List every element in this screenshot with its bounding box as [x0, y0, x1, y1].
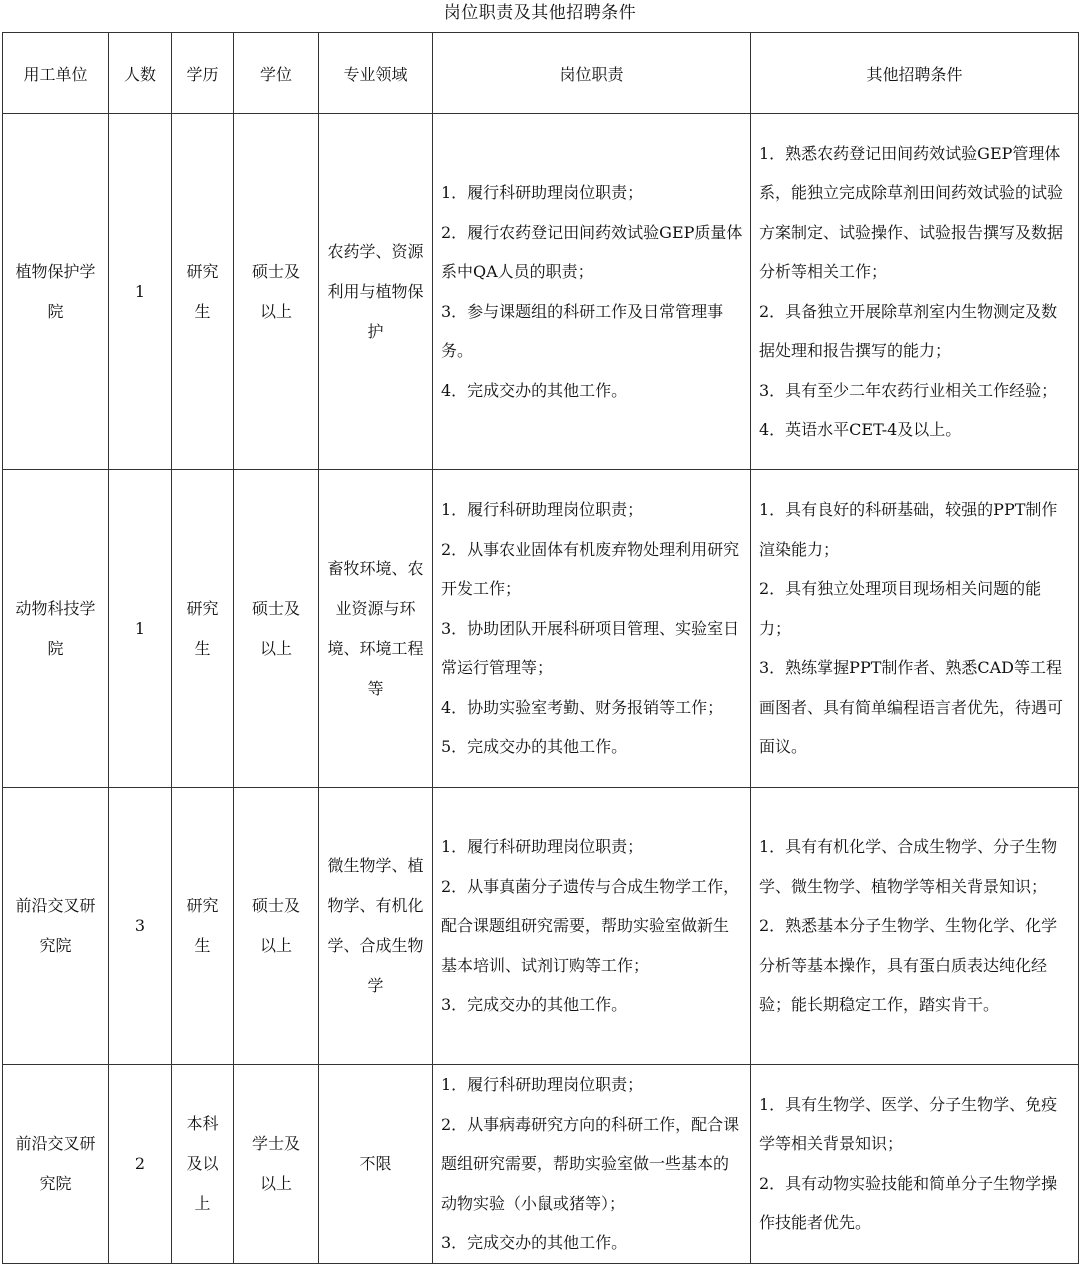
requirement-item: 2．具有动物实验技能和简单分子生物学操作技能者优先。 — [759, 1173, 1058, 1233]
duty-item: 1．履行科研助理岗位职责； — [441, 837, 644, 857]
requirements-cell — [751, 788, 1079, 1065]
education-cell: 研究生 — [172, 470, 234, 788]
count-cell: 1 — [109, 470, 172, 788]
duty-item: 1．履行科研助理岗位职责； — [441, 183, 644, 202]
count-cell: 1 — [109, 114, 172, 470]
requirement-item: 2．熟悉基本分子生物学、生物化学、化学分析等基本操作，具有蛋白质表达纯化经验；能长期稳定工作，踏实肯干。 — [759, 916, 1058, 1015]
degree-cell: 学士及以上 — [234, 1065, 319, 1264]
major-cell: 微生物学、植物学、有机化学、合成生物学 — [319, 788, 433, 1065]
education-cell: 研究生 — [172, 114, 234, 470]
degree-cell: 硕士及以上 — [234, 788, 319, 1065]
requirements-cell — [751, 1065, 1079, 1264]
table-row — [3, 1065, 1079, 1264]
requirement-item: 1．具有良好的科研基础，较强的PPT制作渲染能力； — [759, 500, 1058, 559]
education-cell: 本科及以上 — [172, 1065, 234, 1264]
requirement-item: 2．具备独立开展除草剂室内生物测定及数据处理和报告撰写的能力； — [759, 301, 1058, 360]
header-major: 专业领域 — [319, 33, 433, 114]
duty-item: 3．协助团队开展科研项目管理、实验室日常运行管理等； — [441, 618, 740, 678]
header-education: 学历 — [172, 33, 234, 114]
requirement-item: 3．熟练掌握PPT制作者、熟悉CAD等工程画图者、具有简单编程语言者优先，待遇可面议。 — [759, 658, 1064, 757]
duty-item: 5．完成交办的其他工作。 — [441, 737, 628, 757]
duty-item: 3．完成交办的其他工作。 — [441, 995, 628, 1015]
duties-cell — [433, 788, 751, 1065]
page-title: 岗位职责及其他招聘条件 — [443, 3, 637, 23]
header-count: 人数 — [109, 33, 172, 114]
major-cell: 不限 — [319, 1065, 433, 1264]
duty-item: 2．从事病毒研究方向的科研工作，配合课题组研究需要，帮助实验室做一些基本的动物实验（小鼠或猪等）； — [441, 1114, 740, 1213]
major-cell: 畜牧环境、农业资源与环境、环境工程等 — [319, 470, 433, 788]
requirement-item: 2．具有独立处理项目现场相关问题的能力； — [759, 579, 1042, 638]
requirement-item: 1．熟悉农药登记田间药效试验GEP管理体系，能独立完成除草剂田间药效试验的试验方案制定、试验操作、试验报告撰写及数据分析等相关工作； — [759, 143, 1064, 281]
requirements-cell — [751, 470, 1079, 788]
table-row — [3, 114, 1079, 470]
header-unit: 用工单位 — [3, 33, 109, 114]
table-row — [3, 470, 1079, 788]
degree-cell: 硕士及以上 — [234, 470, 319, 788]
unit-cell: 植物保护学院 — [3, 114, 109, 470]
education-cell: 研究生 — [172, 788, 234, 1065]
duties-cell — [433, 114, 751, 470]
header-requirements: 其他招聘条件 — [751, 33, 1079, 114]
recruitment-table — [2, 32, 1079, 1264]
duty-item: 1．履行科研助理岗位职责； — [441, 500, 644, 520]
unit-cell: 前沿交叉研究院 — [3, 788, 109, 1065]
duties-cell — [433, 470, 751, 788]
requirement-item: 1．具有有机化学、合成生物学、分子生物学、微生物学、植物学等相关背景知识； — [759, 837, 1058, 896]
duty-item: 2．履行农药登记田间药效试验GEP质量体系中QA人员的职责； — [441, 222, 743, 281]
duty-item: 3．完成交办的其他工作。 — [441, 1233, 628, 1252]
count-cell: 3 — [109, 788, 172, 1065]
unit-cell: 动物科技学院 — [3, 470, 109, 788]
duty-item: 2．从事农业固体有机废弃物处理利用研究开发工作； — [441, 539, 740, 599]
duty-item: 4．协助实验室考勤、财务报销等工作； — [441, 697, 724, 717]
header-row — [3, 33, 1079, 114]
header-degree: 学位 — [234, 33, 319, 114]
requirement-item: 1．具有生物学、医学、分子生物学、免疫学等相关背景知识； — [759, 1094, 1058, 1154]
major-cell: 农药学、资源利用与植物保护 — [319, 114, 433, 470]
requirements-cell — [751, 114, 1079, 470]
header-duties: 岗位职责 — [433, 33, 751, 114]
duty-item: 2．从事真菌分子遗传与合成生物学工作，配合课题组研究需要，帮助实验室做新生基本培训、试剂订购等工作； — [441, 876, 740, 975]
duty-item: 1．履行科研助理岗位职责； — [441, 1075, 644, 1094]
degree-cell: 硕士及以上 — [234, 114, 319, 470]
requirement-item: 4．英语水平CET-4及以上。 — [759, 420, 962, 439]
duty-item: 3．参与课题组的科研工作及日常管理事务。 — [441, 301, 724, 360]
duty-item: 4．完成交办的其他工作。 — [441, 380, 628, 400]
count-cell: 2 — [109, 1065, 172, 1264]
requirement-item: 3．具有至少二年农药行业相关工作经验； — [759, 380, 1058, 400]
table-row — [3, 788, 1079, 1065]
duties-cell — [433, 1065, 751, 1264]
unit-cell: 前沿交叉研究院 — [3, 1065, 109, 1264]
